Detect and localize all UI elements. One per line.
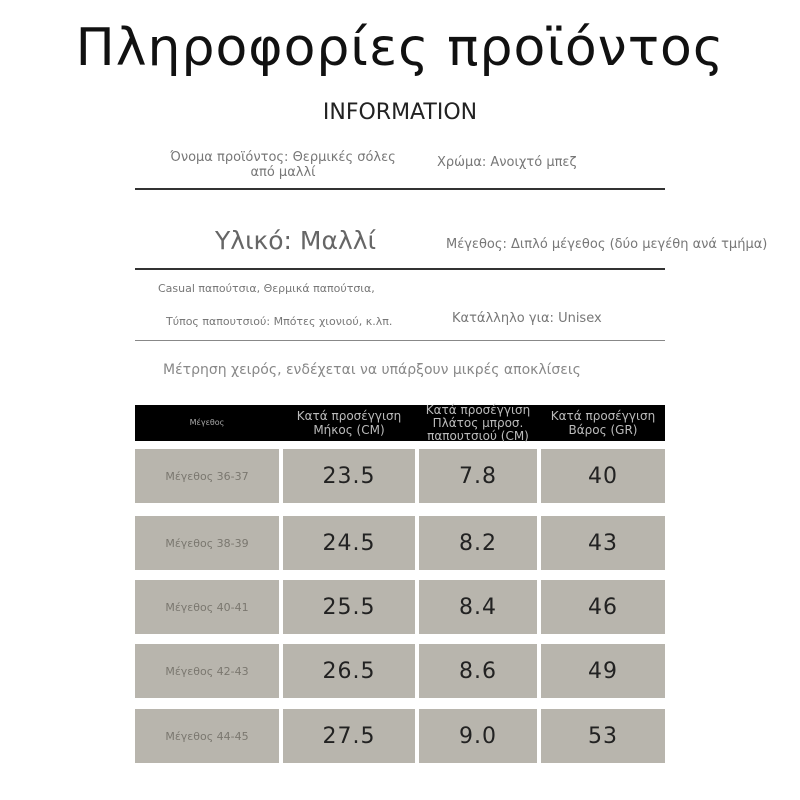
width-cell: 8.2 xyxy=(419,516,537,570)
page-title: Πληροφορίες προϊόντος xyxy=(75,18,725,78)
weight-cell: 53 xyxy=(541,709,665,763)
table-row xyxy=(135,449,665,503)
suitable-for: Κατάλληλο για: Unisex xyxy=(452,311,602,326)
size-cell: Μέγεθος 42-43 xyxy=(135,644,279,698)
weight-cell: 46 xyxy=(541,580,665,634)
header-size xyxy=(135,405,279,441)
header-label: Μέγεθος xyxy=(189,418,225,427)
size-cell: Μέγεθος 44-45 xyxy=(135,709,279,763)
width-cell: 8.4 xyxy=(419,580,537,634)
width-cell: 7.8 xyxy=(419,449,537,503)
product-name-line1: Όνομα προϊόντος: Θερμικές σόλες xyxy=(170,150,396,165)
measurement-note: Μέτρηση χειρός, ενδέχεται να υπάρξουν μικρές αποκλίσεις xyxy=(163,362,581,378)
table-row xyxy=(135,580,665,634)
table-row xyxy=(135,516,665,570)
length-cell: 24.5 xyxy=(283,516,415,570)
page-subtitle: INFORMATION xyxy=(322,100,478,125)
length-cell: 23.5 xyxy=(283,449,415,503)
weight-cell: 43 xyxy=(541,516,665,570)
weight-cell: 49 xyxy=(541,644,665,698)
divider xyxy=(135,188,665,190)
product-color: Χρώμα: Ανοιχτό μπεζ xyxy=(437,155,577,170)
length-cell: 25.5 xyxy=(283,580,415,634)
header-label: Κατά προσέγγιση Βάρος (GR) xyxy=(550,409,656,437)
shoe-types-line1: Casual παπούτσια, Θερμικά παπούτσια, xyxy=(158,282,375,295)
size-cell: Μέγεθος 38-39 xyxy=(135,516,279,570)
product-name xyxy=(163,150,403,180)
product-name-line2: από μαλλί xyxy=(250,165,316,180)
length-cell: 27.5 xyxy=(283,709,415,763)
size-cell: Μέγεθος 36-37 xyxy=(135,449,279,503)
weight-cell: 40 xyxy=(541,449,665,503)
size-cell: Μέγεθος 40-41 xyxy=(135,580,279,634)
header-width xyxy=(419,402,537,443)
header-length xyxy=(283,405,415,441)
product-material: Υλικό: Μαλλί xyxy=(215,226,377,255)
shoe-types-line2: Τύπος παπουτσιού: Μπότες χιονιού, κ.λπ. xyxy=(166,315,393,328)
width-cell: 8.6 xyxy=(419,644,537,698)
table-row xyxy=(135,709,665,763)
divider xyxy=(135,268,665,270)
table-row xyxy=(135,644,665,698)
header-label: Κατά προσέγγιση Μήκος (CM) xyxy=(296,409,402,437)
header-label: Κατά προσέγγιση Πλάτος μπροσ. παπουτσιού (CM) xyxy=(425,402,531,443)
table-header xyxy=(135,402,665,443)
product-size: Μέγεθος: Διπλό μέγεθος (δύο μεγέθη ανά τμήμα) xyxy=(446,237,768,252)
length-cell: 26.5 xyxy=(283,644,415,698)
divider xyxy=(135,340,665,341)
header-weight xyxy=(541,405,665,441)
width-cell: 9.0 xyxy=(419,709,537,763)
